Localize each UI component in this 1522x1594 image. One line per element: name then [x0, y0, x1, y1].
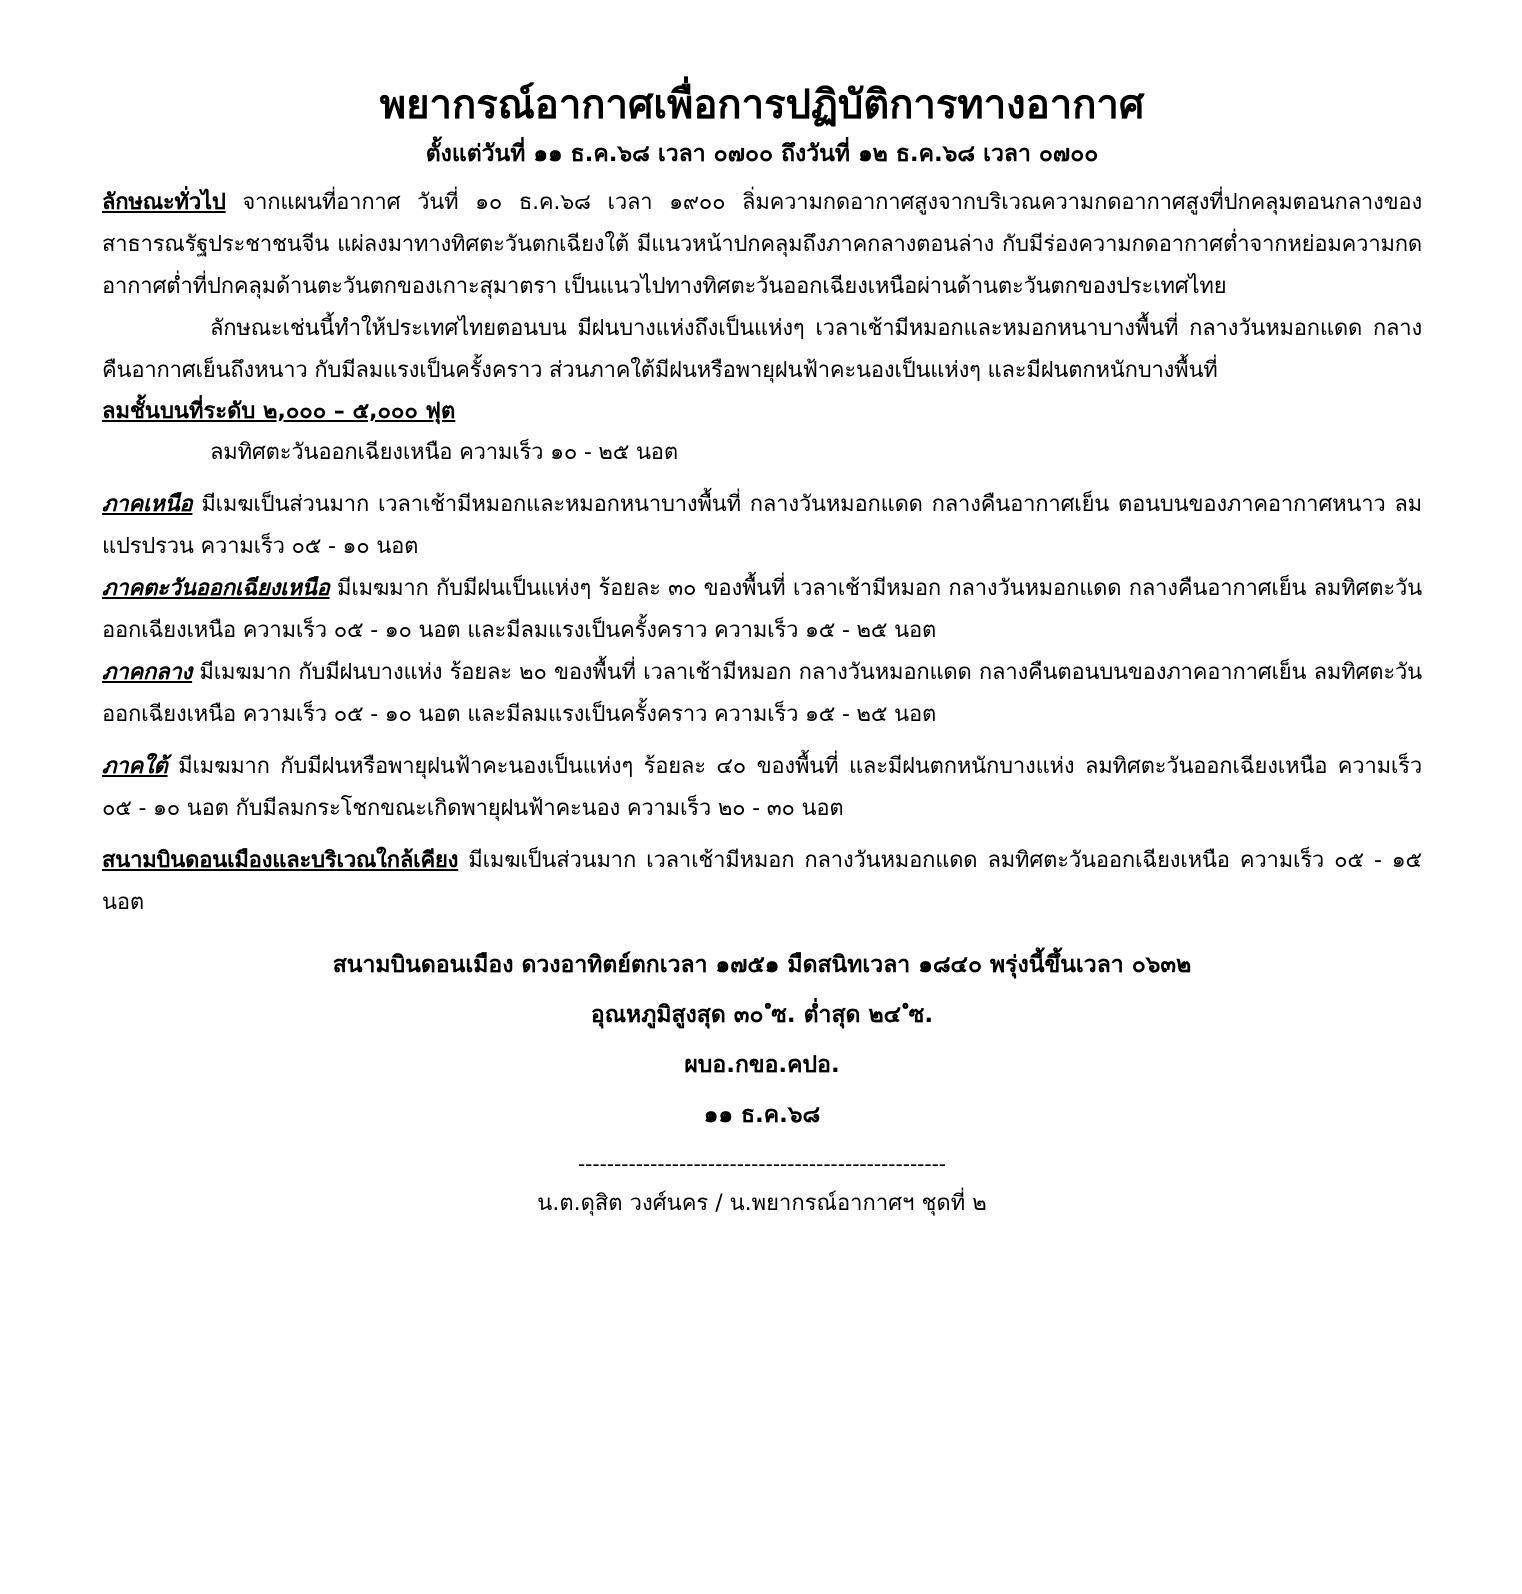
upper-wind-heading	[102, 392, 1422, 432]
south-paragraph	[102, 746, 1422, 830]
document-title: พยากรณ์อากาศเพื่อการปฏิบัติการทางอากาศ	[379, 82, 1145, 128]
sun-times: สนามบินดอนเมือง ดวงอาทิตย์ตกเวลา ๑๗๕๑ มืดสนิทเวลา ๑๘๔๐ พรุ่งนี้ขึ้นเวลา ๐๖๓๒	[332, 952, 1192, 978]
upper-wind-text: ลมทิศตะวันออกเฉียงเหนือ ความเร็ว ๑๐ - ๒๕ นอต	[210, 440, 678, 465]
issue-date: ๑๑ ธ.ค.๖๘	[703, 1102, 821, 1128]
central-text: มีเมฆมาก กับมีฝนบางแห่ง ร้อยละ ๒๐ ของพื้นที่ เวลาเช้ามีหมอก กลางวันหมอกแดด กลางคืนตอนบนของภาคอากาศเย็น ลมทิศตะวันออกเฉียงเหนือ ความเร็ว ๐๕ - ๑๐ นอต และมีลมแรงเป็นครั้งคราว ความเร็ว ๑๕ - ๒๕ นอต	[102, 660, 1422, 727]
north-label: ภาคเหนือ	[102, 492, 193, 517]
north-paragraph	[102, 484, 1422, 568]
divider-line: ---------------------------------------------------	[577, 1152, 947, 1176]
general-text: จากแผนที่อากาศ วันที่ ๑๐ ธ.ค.๖๘ เวลา ๑๙๐๐ ลิ่มความกดอากาศสูงจากบริเวณความกดอากาศสูงที่ปกคลุมตอนกลางของสาธารณรัฐประชาชนจีน แผ่ลงมาทางทิศตะวันตกเฉียงใต้ มีแนวหน้าปกคลุมถึงภาคกลางตอนล่าง กับมีร่องความกดอากาศต่ำจากหย่อมความกดอากาศต่ำที่ปกคลุมด้านตะวันตกของเกาะสุมาตรา เป็นแนวไปทางทิศตะวันออกเฉียงเหนือผ่านด้านตะวันตกของประเทศไทย	[102, 190, 1422, 299]
donmueang-text: มีเมฆเป็นส่วนมาก เวลาเช้ามีหมอก กลางวันหมอกแดด ลมทิศตะวันออกเฉียงเหนือ ความเร็ว ๐๕ - ๑๕ นอต	[102, 848, 1422, 915]
northeast-text: มีเมฆมาก กับมีฝนเป็นแห่งๆ ร้อยละ ๓๐ ของพื้นที่ เวลาเช้ามีหมอก กลางวันหมอกแดด กลางคืนอากาศเย็น ลมทิศตะวันออกเฉียงเหนือ ความเร็ว ๐๕ - ๑๐ นอต และมีลมแรงเป็นครั้งคราว ความเร็ว ๑๕ - ๒๕ นอต	[102, 576, 1422, 643]
general-paragraph-2: ลักษณะเช่นนี้ทำให้ประเทศไทยตอนบน มีฝนบางแห่งถึงเป็นแห่งๆ เวลาเช้ามีหมอกและหมอกหนาบางพื้นที่ กลางวันหมอกแดด กลางคืนอากาศเย็นถึงหนาว กับมีลมแรงเป็นครั้งคราว ส่วนภาคใต้มีฝนหรือพายุฝนฟ้าคะนองเป็นแห่งๆ และมีฝนตกหนักบางพื้นที่	[102, 316, 1422, 383]
signature: น.ต.ดุสิต วงศ์นคร / น.พยากรณ์อากาศฯ ชุดที่ ๒	[537, 1191, 987, 1216]
central-paragraph	[102, 652, 1422, 736]
donmueang-label: สนามบินดอนเมืองและบริเวณใกล้เคียง	[102, 848, 459, 873]
temperature: อุณหภูมิสูงสุด ๓๐ ํซ. ต่ำสุด ๒๔ ํซ.	[590, 1002, 934, 1028]
upper-wind-label: ลมชั้นบนที่ระดับ ๒,๐๐๐ – ๕,๐๐๐ ฟุต	[102, 399, 456, 424]
south-label: ภาคใต้	[102, 754, 168, 779]
north-text: มีเมฆเป็นส่วนมาก เวลาเช้ามีหมอกและหมอกหนาบางพื้นที่ กลางวันหมอกแดด กลางคืนอากาศเย็น ตอนบนของภาคอากาศหนาว ลมแปรปรวน ความเร็ว ๐๕ - ๑๐ นอต	[102, 492, 1422, 559]
central-label: ภาคกลาง	[102, 660, 193, 685]
northeast-label: ภาคตะวันออกเฉียงเหนือ	[102, 576, 330, 601]
document-subtitle: ตั้งแต่วันที่ ๑๑ ธ.ค.๖๘ เวลา ๐๗๐๐ ถึงวันที่ ๑๒ ธ.ค.๖๘ เวลา ๐๗๐๐	[425, 141, 1099, 167]
spacer	[102, 830, 1422, 840]
spacer	[102, 736, 1422, 746]
south-text: มีเมฆมาก กับมีฝนหรือพายุฝนฟ้าคะนองเป็นแห่งๆ ร้อยละ ๔๐ ของพื้นที่ และมีฝนตกหนักบางแห่ง ลมทิศตะวันออกเฉียงเหนือ ความเร็ว ๐๕ - ๑๐ นอต กับมีลมกระโชกขณะเกิดพายุฝนฟ้าคะนอง ความเร็ว ๒๐ - ๓๐ นอต	[102, 754, 1422, 821]
general-paragraph	[102, 182, 1422, 308]
donmueang-paragraph	[102, 840, 1422, 924]
northeast-paragraph	[102, 568, 1422, 652]
issuing-unit: ผบอ.กขอ.คปอ.	[684, 1052, 840, 1078]
spacer	[102, 474, 1422, 484]
general-label: ลักษณะทั่วไป	[102, 190, 226, 215]
spacer	[102, 924, 1422, 940]
